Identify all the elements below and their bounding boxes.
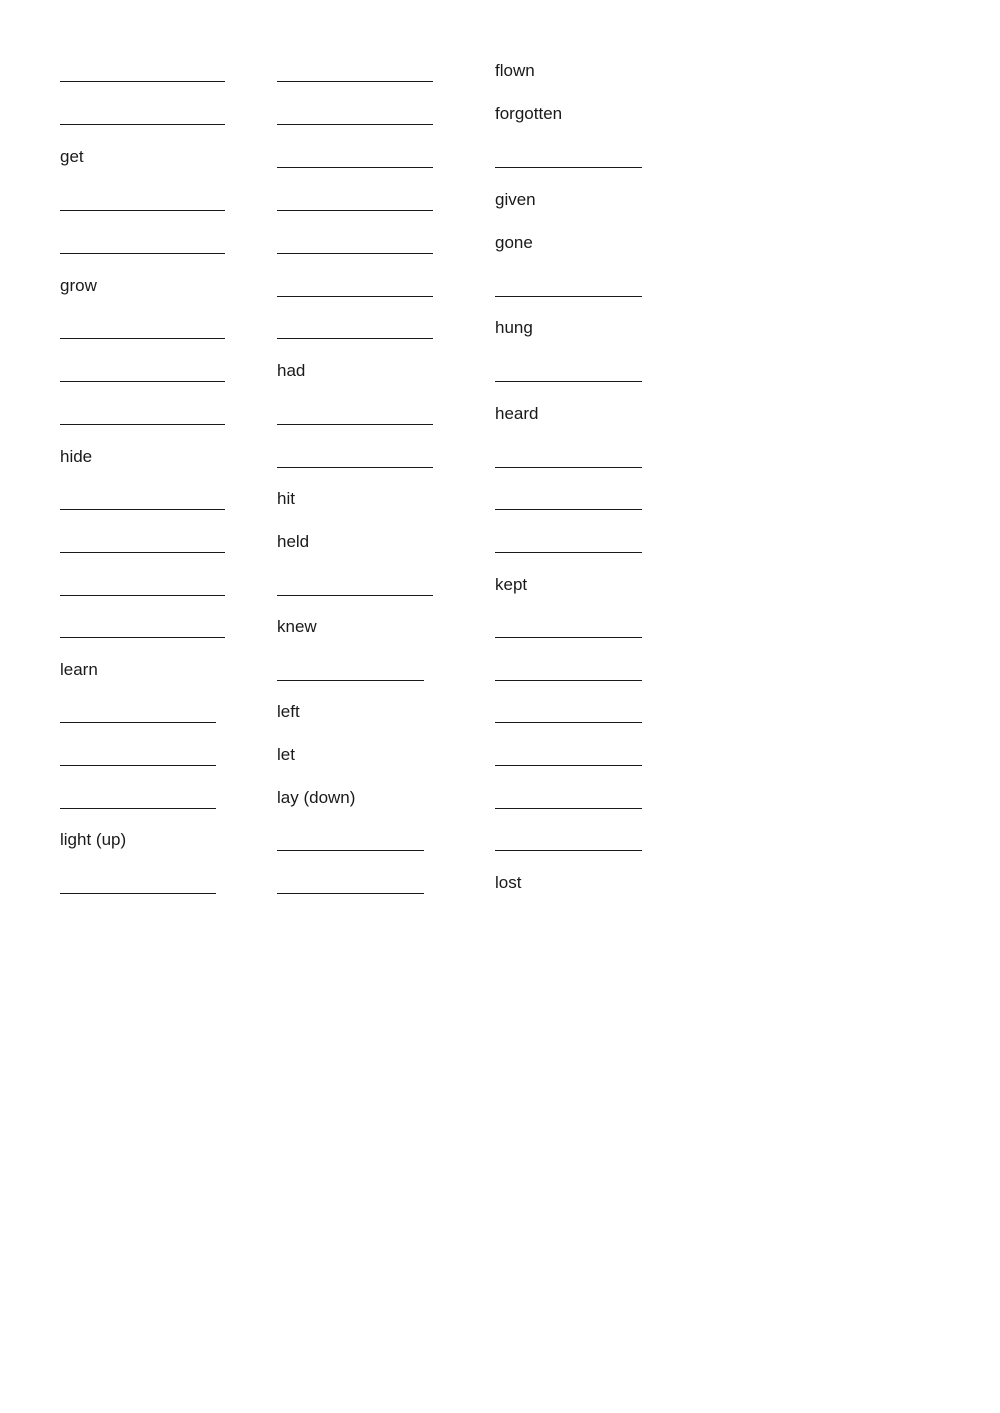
worksheet-row xyxy=(0,275,1000,318)
answer-blank[interactable] xyxy=(495,146,642,168)
given-word: left xyxy=(277,702,300,721)
answer-blank[interactable] xyxy=(60,60,225,82)
given-word: hide xyxy=(60,447,93,466)
worksheet-row xyxy=(0,574,1000,617)
answer-blank[interactable] xyxy=(495,446,642,468)
given-word: given xyxy=(495,190,536,209)
given-word: learn xyxy=(60,660,98,679)
given-word: let xyxy=(277,745,295,764)
given-word: flown xyxy=(495,61,535,80)
worksheet-row xyxy=(0,531,1000,574)
worksheet-row xyxy=(0,701,1000,744)
answer-blank[interactable] xyxy=(277,317,433,339)
worksheet-row xyxy=(0,872,1000,915)
answer-blank[interactable] xyxy=(60,616,225,638)
answer-blank[interactable] xyxy=(495,659,642,681)
answer-blank[interactable] xyxy=(277,103,433,125)
worksheet-row xyxy=(0,616,1000,659)
given-word: hit xyxy=(277,489,295,508)
answer-blank[interactable] xyxy=(495,616,642,638)
answer-blank[interactable] xyxy=(60,701,216,723)
worksheet-row xyxy=(0,403,1000,446)
answer-blank[interactable] xyxy=(495,360,642,382)
answer-blank[interactable] xyxy=(60,403,225,425)
answer-blank[interactable] xyxy=(277,232,433,254)
answer-blank[interactable] xyxy=(495,488,642,510)
given-word: knew xyxy=(277,617,317,636)
answer-blank[interactable] xyxy=(277,446,433,468)
worksheet-row xyxy=(0,60,1000,103)
answer-blank[interactable] xyxy=(277,829,424,851)
answer-blank[interactable] xyxy=(277,872,424,894)
worksheet-row xyxy=(0,317,1000,360)
worksheet-row xyxy=(0,103,1000,146)
worksheet-row xyxy=(0,829,1000,872)
answer-blank[interactable] xyxy=(60,574,225,596)
given-word: lay (down) xyxy=(277,788,356,807)
worksheet-row xyxy=(0,659,1000,702)
answer-blank[interactable] xyxy=(60,317,225,339)
answer-blank[interactable] xyxy=(60,872,216,894)
given-word: grow xyxy=(60,276,97,295)
answer-blank[interactable] xyxy=(495,531,642,553)
answer-blank[interactable] xyxy=(277,403,433,425)
answer-blank[interactable] xyxy=(60,360,225,382)
answer-blank[interactable] xyxy=(277,60,433,82)
answer-blank[interactable] xyxy=(60,531,225,553)
worksheet-row xyxy=(0,488,1000,531)
worksheet-row xyxy=(0,189,1000,232)
given-word: get xyxy=(60,147,84,166)
given-word: kept xyxy=(495,575,528,594)
answer-blank[interactable] xyxy=(60,744,216,766)
given-word: had xyxy=(277,361,306,380)
answer-blank[interactable] xyxy=(277,659,424,681)
given-word: gone xyxy=(495,233,533,252)
given-word: held xyxy=(277,532,310,551)
answer-blank[interactable] xyxy=(495,701,642,723)
worksheet-row xyxy=(0,446,1000,489)
answer-blank[interactable] xyxy=(60,189,225,211)
given-word: hung xyxy=(495,318,533,337)
given-word: heard xyxy=(495,404,539,423)
answer-blank[interactable] xyxy=(495,744,642,766)
answer-blank[interactable] xyxy=(495,787,642,809)
answer-blank[interactable] xyxy=(495,829,642,851)
answer-blank[interactable] xyxy=(60,103,225,125)
worksheet-row xyxy=(0,232,1000,275)
worksheet-row xyxy=(0,146,1000,189)
answer-blank[interactable] xyxy=(60,232,225,254)
worksheet-row xyxy=(0,744,1000,787)
given-word: forgotten xyxy=(495,104,563,123)
answer-blank[interactable] xyxy=(495,275,642,297)
answer-blank[interactable] xyxy=(60,488,225,510)
answer-blank[interactable] xyxy=(277,275,433,297)
worksheet-row xyxy=(0,787,1000,830)
answer-blank[interactable] xyxy=(277,146,433,168)
answer-blank[interactable] xyxy=(60,787,216,809)
worksheet-row xyxy=(0,360,1000,403)
answer-blank[interactable] xyxy=(277,574,433,596)
given-word: light (up) xyxy=(60,830,127,849)
given-word: lost xyxy=(495,873,522,892)
answer-blank[interactable] xyxy=(277,189,433,211)
